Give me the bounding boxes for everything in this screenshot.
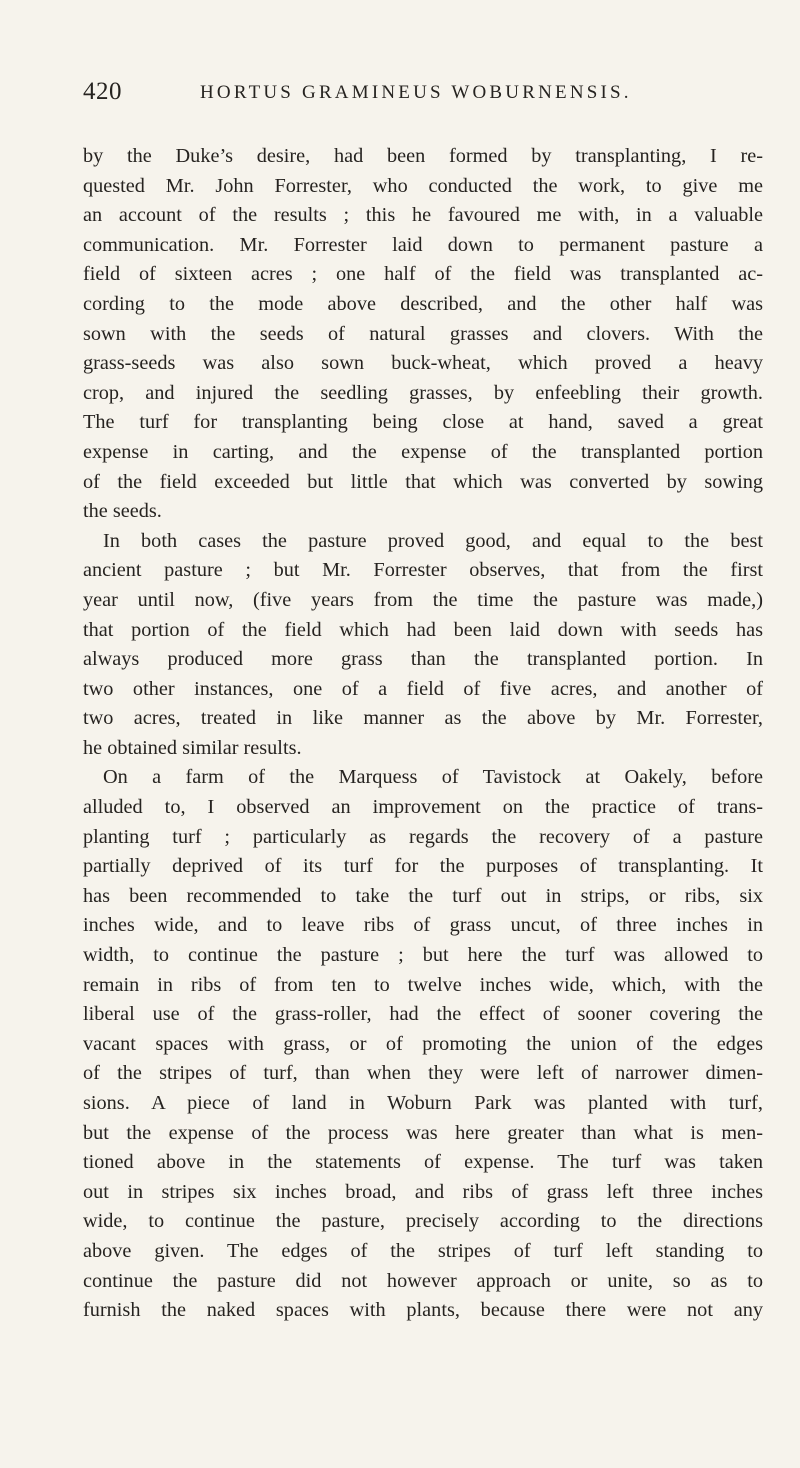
text-line: furnish the naked spaces with plants, because there were not any <box>83 1299 763 1322</box>
text-line: always produced more grass than the transplanted portion. In <box>83 648 763 671</box>
text-line: out in stripes six inches broad, and ribs of grass left three inches <box>83 1180 763 1203</box>
text-line: sions. A piece of land in Woburn Park was planted with turf, <box>83 1092 763 1114</box>
text-line: two other instances, one of a field of five acres, and another of <box>83 677 763 700</box>
text-line: sown with the seeds of natural grasses and clovers. With the <box>83 322 763 345</box>
text-line: by the Duke’s desire, had been formed by transplanting, I re- <box>83 145 763 167</box>
text-line: The turf for transplanting being close at hand, saved a great <box>83 411 763 434</box>
text-line: grass-seeds was also sown buck-wheat, which proved a heavy <box>83 352 763 375</box>
text-line: he obtained similar results. <box>83 736 302 759</box>
text-line: tioned above in the statements of expense. The turf was taken <box>83 1151 763 1174</box>
running-head <box>83 78 760 114</box>
text-line: expense in carting, and the expense of the transplanted portion <box>83 440 763 463</box>
text-line: crop, and injured the seedling grasses, by enfeebling their growth. <box>83 381 763 404</box>
text-line: an account of the results ; this he favoured me with, in a valuable <box>83 204 763 227</box>
text-line: alluded to, I observed an improvement on the practice of trans- <box>83 796 763 819</box>
text-line: has been recommended to take the turf out in strips, or ribs, six <box>83 884 763 907</box>
text-line: quested Mr. John Forrester, who conducted the work, to give me <box>83 174 763 197</box>
text-line: remain in ribs of from ten to twelve inches wide, which, with the <box>83 973 763 996</box>
text-line: the seeds. <box>83 500 162 523</box>
text-line: partially deprived of its turf for the purposes of transplanting. It <box>83 855 763 878</box>
page-number: 420 <box>83 78 122 105</box>
text-line: vacant spaces with grass, or of promoting the union of the edges <box>83 1032 763 1055</box>
text-line: field of sixteen acres ; one half of the field was transplanted ac- <box>83 263 763 286</box>
running-title: HORTUS GRAMINEUS WOBURNENSIS. <box>200 82 632 103</box>
text-line: of the field exceeded but little that which was converted by sowing <box>83 470 763 493</box>
text-line: continue the pasture did not however approach or unite, so as to <box>83 1269 763 1292</box>
text-line: ancient pasture ; but Mr. Forrester observes, that from the first <box>83 559 763 582</box>
text-line: On a farm of the Marquess of Tavistock at Oakely, before <box>103 766 763 789</box>
text-line: two acres, treated in like manner as the above by Mr. Forrester, <box>83 707 763 730</box>
text-line: In both cases the pasture proved good, and equal to the best <box>103 529 763 552</box>
text-line: width, to continue the pasture ; but here the turf was allowed to <box>83 944 763 967</box>
text-line: but the expense of the process was here greater than what is men- <box>83 1121 763 1144</box>
text-line: that portion of the field which had been laid down with seeds has <box>83 618 763 641</box>
text-line: communication. Mr. Forrester laid down to permanent pasture a <box>83 233 763 256</box>
text-line: above given. The edges of the stripes of turf left standing to <box>83 1239 763 1262</box>
text-line: year until now, (five years from the time the pasture was made,) <box>83 588 763 611</box>
text-line: of the stripes of turf, than when they were left of narrower dimen- <box>83 1062 763 1085</box>
text-line: planting turf ; particularly as regards the recovery of a pasture <box>83 825 763 848</box>
text-line: liberal use of the grass-roller, had the effect of sooner covering the <box>83 1003 763 1026</box>
text-line: cording to the mode above described, and the other half was <box>83 292 763 315</box>
text-line: inches wide, and to leave ribs of grass uncut, of three inches in <box>83 914 763 937</box>
text-line: wide, to continue the pasture, precisely according to the directions <box>83 1210 763 1233</box>
body-text <box>83 142 763 1326</box>
